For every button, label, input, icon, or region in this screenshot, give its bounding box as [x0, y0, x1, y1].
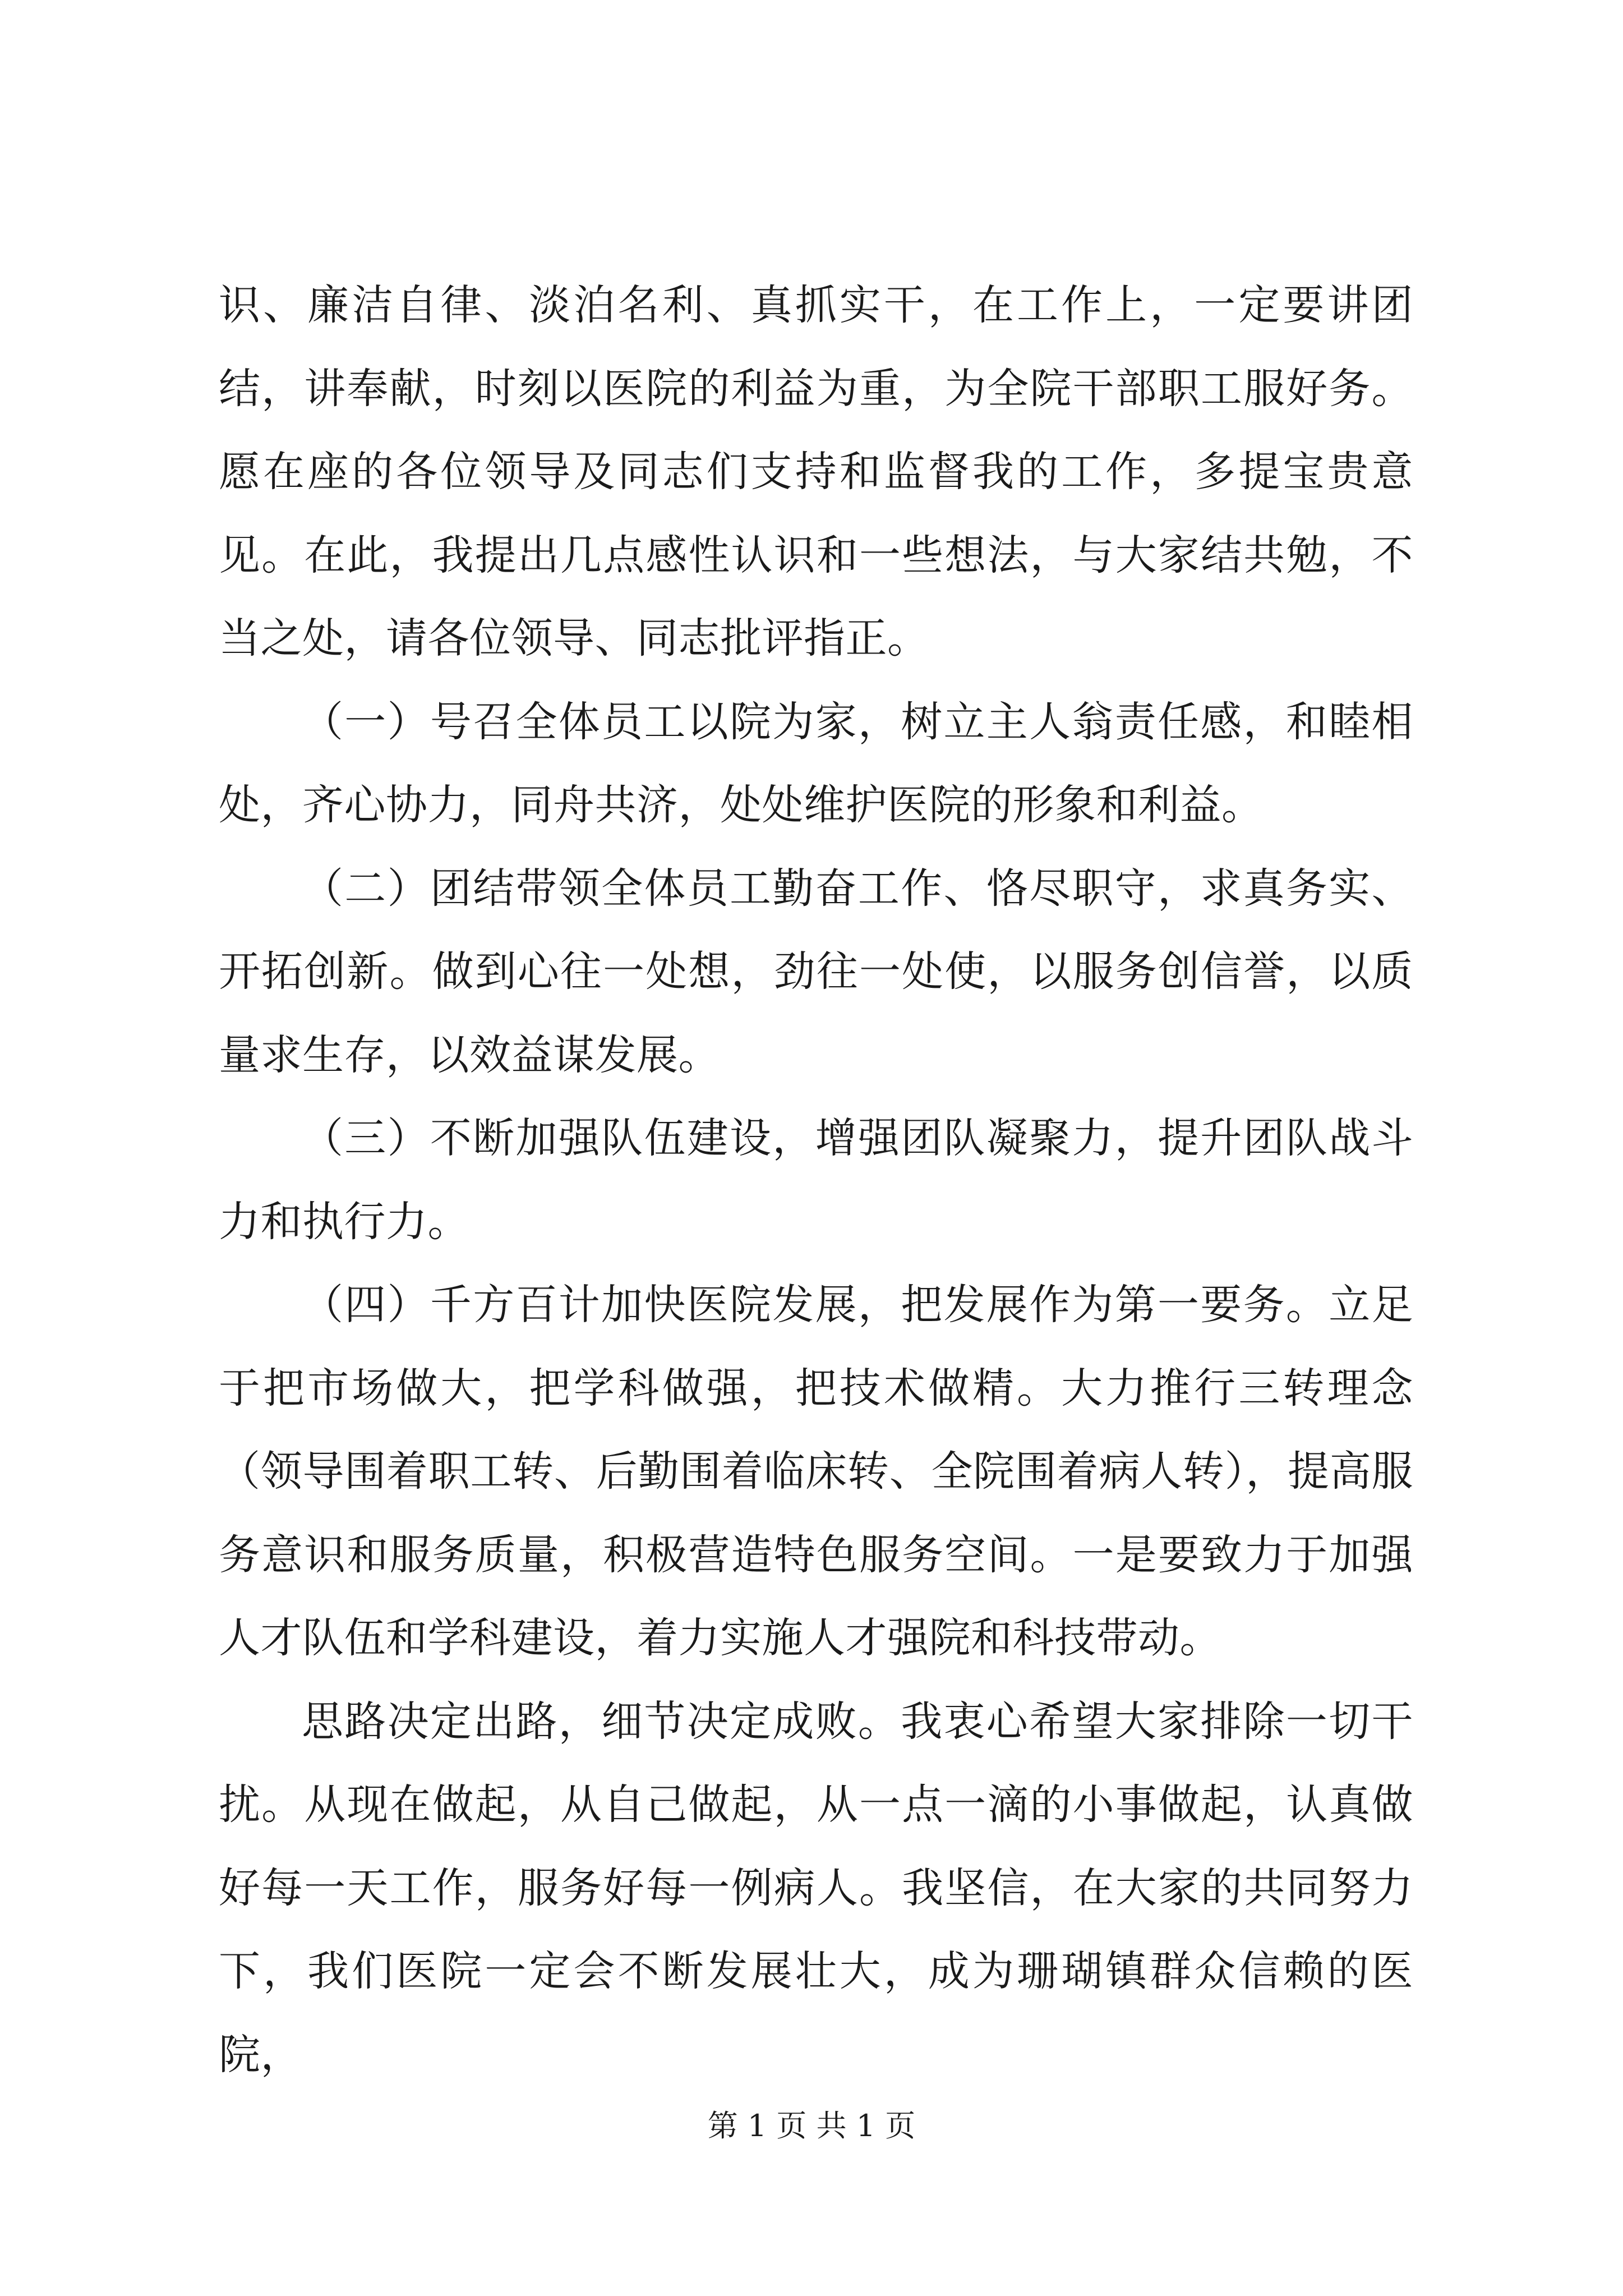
page-number-footer: 第 1 页 共 1 页: [707, 2108, 916, 2143]
document-body: [219, 264, 1413, 2096]
paragraph-conclusion: 思路决定出路，细节决定成败。我衷心希望大家排除一切干扰。从现在做起，从自己做起，从一点一滴的小事做起，认真做好每一天工作，服务好每一例病人。我坚信，在大家的共同努力下，我们医院一定会不断发展壮大，成为珊瑚镇群众信赖的医院，: [219, 1697, 1413, 2079]
paragraph-item-1: （一）号召全体员工以院为家，树立主人翁责任感，和睦相处，齐心协力，同舟共济，处处维护医院的形象和利益。: [219, 697, 1413, 829]
paragraph-continuation: 识、廉洁自律、淡泊名利、真抓实干，在工作上，一定要讲团结，讲奉献，时刻以医院的利益为重，为全院干部职工服好务。愿在座的各位领导及同志们支持和监督我的工作，多提宝贵意见。在此，我提出几点感性认识和一些想法，与大家结共勉，不当之处，请各位领导、同志批评指正。: [219, 281, 1413, 662]
paragraph-item-3: （三）不断加强队伍建设，增强团队凝聚力，提升团队战斗力和执行力。: [219, 1114, 1413, 1246]
paragraph-item-2: （二）团结带领全体员工勤奋工作、恪尽职守，求真务实、开拓创新。做到心往一处想，劲往一处使，以服务创信誉，以质量求生存，以效益谋发展。: [219, 864, 1413, 1079]
paragraph-item-4: （四）千方百计加快医院发展，把发展作为第一要务。立足于把市场做大，把学科做强，把技术做精。大力推行三转理念（领导围着职工转、后勤围着临床转、全院围着病人转），提高服务意识和服务质量，积极营造特色服务空间。一是要致力于加强人才队伍和学科建设，着力实施人才强院和科技带动。: [219, 1281, 1413, 1662]
